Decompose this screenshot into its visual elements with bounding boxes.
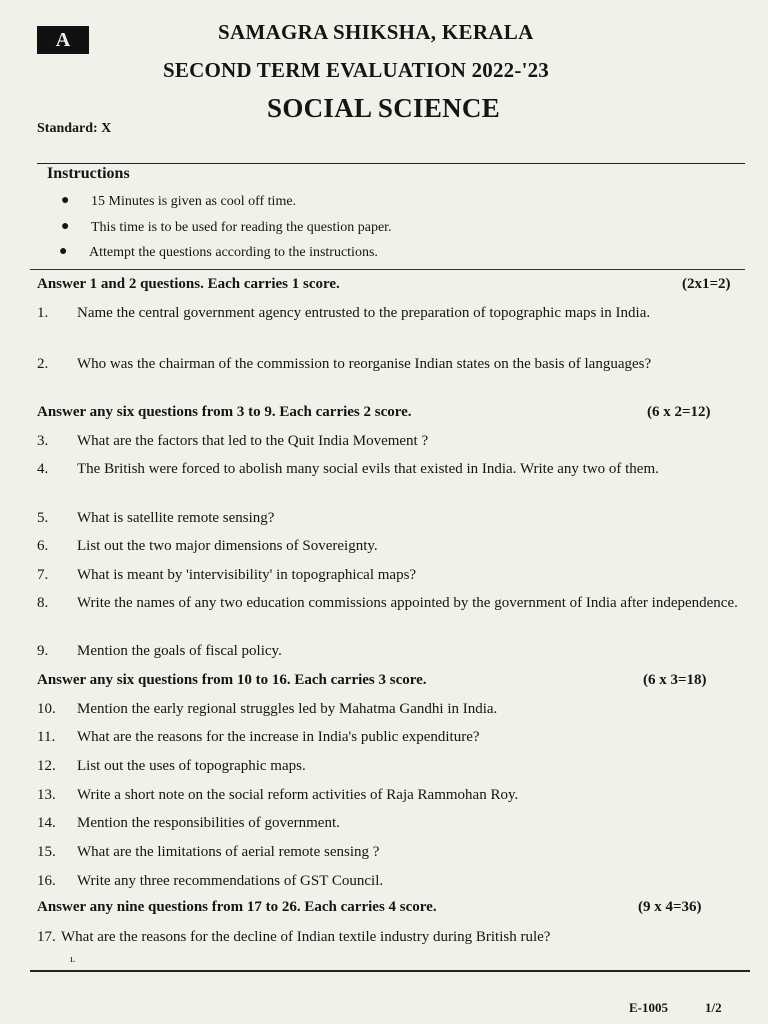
instruction-text: Attempt the questions according to the instructions. [89,245,378,260]
section-heading [37,276,745,293]
question-text: Name the central government agency entrusted to the preparation of topographic maps in India. [77,305,651,321]
section-heading [37,899,745,916]
section-heading [37,404,745,421]
question-number: 6. [37,538,49,554]
question-text: Write any three recommendations of GST Council. [77,873,384,889]
question-text: List out the two major dimensions of Sovereignty. [77,538,378,554]
bullet-icon: ● [61,219,70,234]
instructions-heading: Instructions [47,165,130,182]
question-text: What is meant by 'intervisibility' in topographical maps? [77,567,417,583]
question-text: What are the limitations of aerial remote sensing ? [77,844,380,860]
question-number: 8. [37,595,49,611]
section-marks: (6 x 2=12) [647,404,711,420]
question-text: Mention the responsibilities of government. [77,815,340,831]
set-label: A [37,26,89,54]
question-number: 4. [37,461,49,477]
instruction-text: 15 Minutes is given as cool off time. [91,194,297,209]
paper-code: E-1005 [629,1000,668,1015]
question-number: 9. [37,643,49,659]
section-heading [37,672,745,689]
exam-title: SECOND TERM EVALUATION 2022-'23 [163,58,550,82]
question-number: 16. [37,873,56,889]
subject-title: SOCIAL SCIENCE [267,93,501,123]
bottom-divider [30,970,750,972]
top-divider [37,163,745,164]
section-instruction: Answer 1 and 2 questions. Each carries 1 score. [37,276,340,292]
question-text: Write a short note on the social reform activities of Raja Rammohan Roy. [77,787,519,803]
bullet-icon: ● [61,193,70,208]
standard-label: Standard: X [37,121,112,136]
question-number: 5. [37,510,49,526]
page-number: 1/2 [705,1000,722,1015]
question-number: 3. [37,433,49,449]
question-text: Mention the goals of fiscal policy. [77,643,282,659]
instruction-item [61,193,297,210]
question-number: 12. [37,758,56,774]
section-instruction: Answer any nine questions from 17 to 26. Each carries 4 score. [37,899,437,915]
bullet-icon: ● [59,244,68,259]
question-number: 7. [37,567,49,583]
scan-mark: ı. [70,954,76,965]
instruction-item [59,244,378,261]
question-text: Who was the chairman of the commission to reorganise Indian states on the basis of languages? [77,356,652,372]
question-number: 13. [37,787,56,803]
question-number: 11. [37,729,56,745]
section-marks: (6 x 3=18) [643,672,707,688]
question-number: 10. [37,701,56,717]
question-text: List out the uses of topographic maps. [77,758,306,774]
question-number: 14. [37,815,56,831]
organization-title: SAMAGRA SHIKSHA, KERALA [218,20,534,44]
question-number: 15. [37,844,56,860]
section-marks: (9 x 4=36) [638,899,702,915]
question-text: The British were forced to abolish many social evils that existed in India. Write any two of them. [77,461,659,477]
question-number: 17. [37,929,56,945]
section-instruction: Answer any six questions from 10 to 16. Each carries 3 score. [37,672,427,688]
question-text: Write the names of any two education commissions appointed by the government of India after independence. [77,595,738,611]
question-number: 1. [37,305,49,321]
instruction-item [61,219,392,236]
section-marks: (2x1=2) [682,276,731,292]
question-text: Mention the early regional struggles led by Mahatma Gandhi in India. [77,701,498,717]
question-number: 2. [37,356,49,372]
section-divider [30,269,745,270]
instruction-text: This time is to be used for reading the question paper. [91,220,392,235]
question-text: What are the reasons for the decline of Indian textile industry during British rule? [61,929,551,945]
section-instruction: Answer any six questions from 3 to 9. Each carries 2 score. [37,404,412,420]
question-text: What is satellite remote sensing? [77,510,275,526]
question-text: What are the reasons for the increase in India's public expenditure? [77,729,480,745]
question-text: What are the factors that led to the Quit India Movement ? [77,433,429,449]
